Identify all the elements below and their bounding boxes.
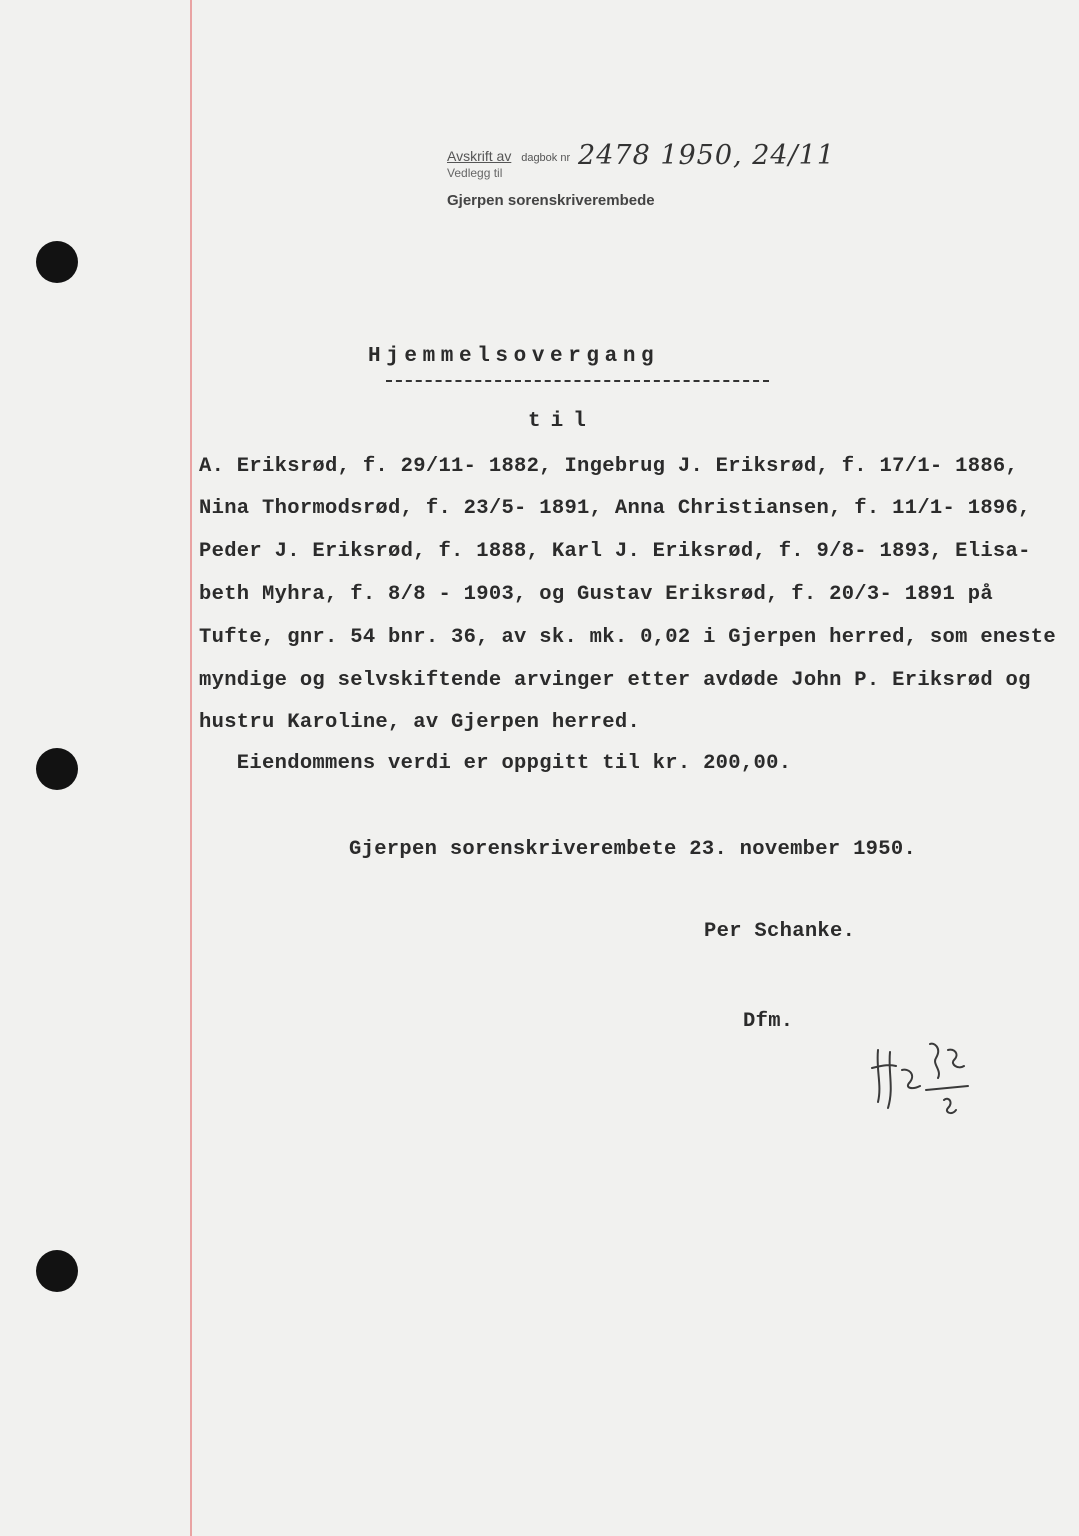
body-line: Tufte, gnr. 54 bnr. 36, av sk. mk. 0,02 i Gjerpen herred, som eneste xyxy=(199,626,1056,649)
stamp-handwritten-number: 2478 1950, 24/11 xyxy=(578,140,836,171)
punch-hole-middle xyxy=(36,748,78,790)
stamp-label-dagbok: dagbok nr xyxy=(521,152,571,164)
handwritten-note-drawing xyxy=(868,1030,978,1120)
place-date-line: Gjerpen sorenskriverembete 23. november 1950. xyxy=(349,838,917,861)
body-line: myndige og selvskiftende arvinger etter avdøde John P. Eriksrød og xyxy=(199,669,1031,692)
body-line: beth Myhra, f. 8/8 - 1903, og Gustav Eriksrød, f. 20/3- 1891 på xyxy=(199,583,993,606)
document-title: Hjemmelsovergang xyxy=(368,345,660,368)
punch-hole-top xyxy=(36,241,78,283)
dfm-mark: Dfm. xyxy=(743,1010,794,1033)
signature-name: Per Schanke. xyxy=(704,920,856,943)
body-line: Peder J. Eriksrød, f. 1888, Karl J. Eriksrød, f. 9/8- 1893, Elisa- xyxy=(199,540,1031,563)
stamp-office-name: Gjerpen sorenskriverembede xyxy=(447,192,655,209)
title-underline xyxy=(386,380,769,382)
stamp-dagbok-line xyxy=(447,140,835,171)
document-subtitle: til xyxy=(528,410,596,433)
body-line: Nina Thormodsrød, f. 23/5- 1891, Anna Christiansen, f. 11/1- 1896, xyxy=(199,497,1031,520)
red-margin-line xyxy=(190,0,192,1536)
body-line: hustru Karoline, av Gjerpen herred. xyxy=(199,711,641,734)
body-line-value: Eiendommens verdi er oppgitt til kr. 200,00. xyxy=(199,752,792,775)
stamp-label-avskrift: Avskrift av xyxy=(447,148,512,164)
stamp-label-vedlegg: Vedlegg til xyxy=(447,166,503,180)
body-line: A. Eriksrød, f. 29/11- 1882, Ingebrug J. Eriksrød, f. 17/1- 1886, xyxy=(199,455,1019,478)
punch-hole-bottom xyxy=(36,1250,78,1292)
